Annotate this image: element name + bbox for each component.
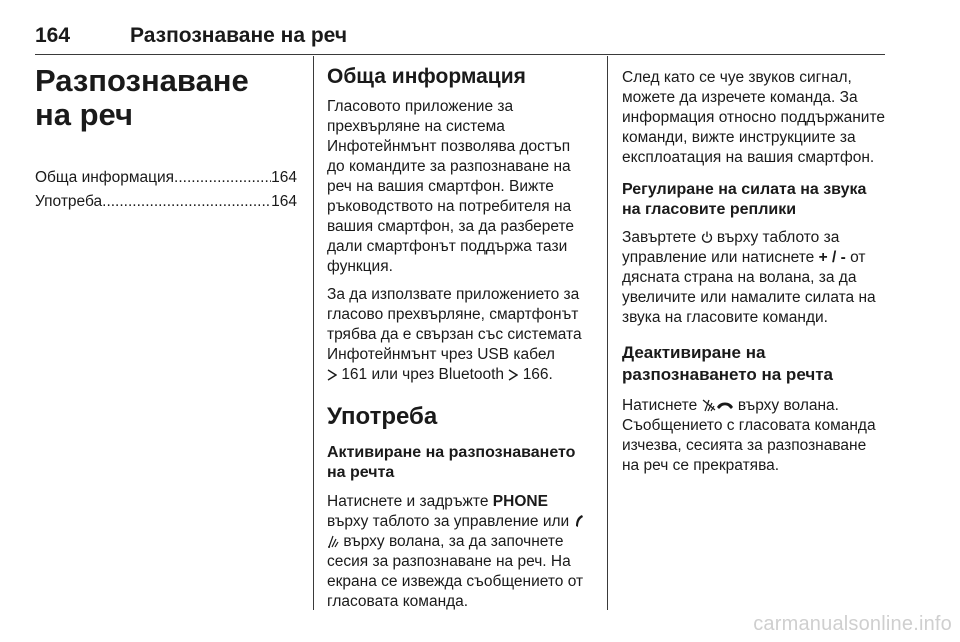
arrow-ref-icon: [327, 365, 337, 385]
phone-icon: [574, 512, 584, 532]
general-paragraph-2-text: За да използвате приложението за гласово прехвърляне, смартфонът трябва да е свързан със системата Инфотейнмънт чрез USB кабел: [327, 286, 582, 363]
column-divider-1: [313, 56, 314, 610]
toc-item-usage[interactable]: [35, 190, 297, 214]
deactivate-paragraph-2: Съобщението с гласовата команда изчезва, сесията за разпознаване на реч се прекратява.: [622, 417, 876, 474]
page-ref-link[interactable]: 161: [341, 366, 368, 383]
toc-label: Употреба: [35, 193, 103, 210]
phone-button-label: PHONE: [492, 493, 548, 510]
column-divider-2: [607, 56, 608, 610]
subheading-volume: Регулиране на силата на звука на гласовите реплики: [622, 181, 867, 218]
running-title: Разпознаване на реч: [130, 24, 348, 47]
toc-label: Обща информация: [35, 169, 175, 186]
subheading-activate: Активиране на разпознаването на речта: [327, 444, 576, 481]
toc-item-general[interactable]: [35, 166, 297, 190]
toc-page: 164: [271, 169, 297, 186]
volume-pre: Завъртете: [622, 229, 697, 246]
deactivate-paragraph-1: [622, 396, 885, 416]
content-column-3: [622, 60, 885, 476]
page-number: 164: [35, 24, 71, 47]
deactivate-post: върху волана.: [737, 397, 839, 414]
page-header: [35, 22, 885, 55]
toc-page: 164: [271, 193, 297, 210]
watermark: carmanualsonline.info: [753, 613, 952, 635]
activate-mid: върху таблото за управление или: [327, 513, 570, 530]
deactivate-pre: Натиснете: [622, 397, 698, 414]
section-heading-general: Обща информация: [327, 65, 526, 88]
chapter-column: [35, 60, 297, 214]
no-voice-icon: [702, 396, 716, 416]
voice-icon: [327, 532, 339, 552]
volume-paragraph: [622, 228, 885, 328]
toc-leader: [102, 190, 271, 214]
volume-mid: върху таблото за управление или натиснете: [622, 229, 840, 266]
toc-leader: [174, 166, 271, 190]
content-column-2: [327, 60, 591, 612]
volume-keys-label: + / -: [818, 249, 846, 266]
subheading-deactivate: Деактивиране на разпознаването на речта: [622, 343, 833, 384]
power-knob-icon: [701, 228, 713, 248]
activate-pre: Натиснете и задръжте: [327, 493, 489, 510]
chapter-title: Разпознаване на реч: [35, 63, 249, 132]
page-ref-link[interactable]: 166.: [522, 366, 553, 383]
general-paragraph-2-mid: или чрез Bluetooth: [371, 366, 505, 383]
general-paragraph-1: Гласовото приложение за прехвърляне на система Инфотейнмънт позволява достъп до командите за разпознаване на реч на вашия смартфон. Вижте ръководството на потребителя на вашия смартфон, за да разберете дали смартфонът поддържа тази функция.: [327, 98, 575, 275]
section-heading-usage: Употреба: [327, 403, 438, 430]
hang-up-icon: [716, 396, 734, 416]
volume-post: от дясната страна на волана, за да увеличите или намалите силата на звука на гласовите команди.: [622, 249, 876, 326]
general-paragraph-2: [327, 285, 591, 385]
activate-post: върху волана, за да започнете сесия за разпознаване на реч. На екрана се извежда съобщението от гласовата команда.: [327, 533, 584, 610]
arrow-ref-icon: [508, 365, 518, 385]
table-of-contents: [35, 166, 297, 214]
activate-paragraph: [327, 492, 591, 612]
intro-paragraph: След като се чуе звуков сигнал, можете да изречете команда. За информация относно поддържаните команди, вижте инструкциите за експлоатация на вашия смартфон.: [622, 69, 886, 166]
